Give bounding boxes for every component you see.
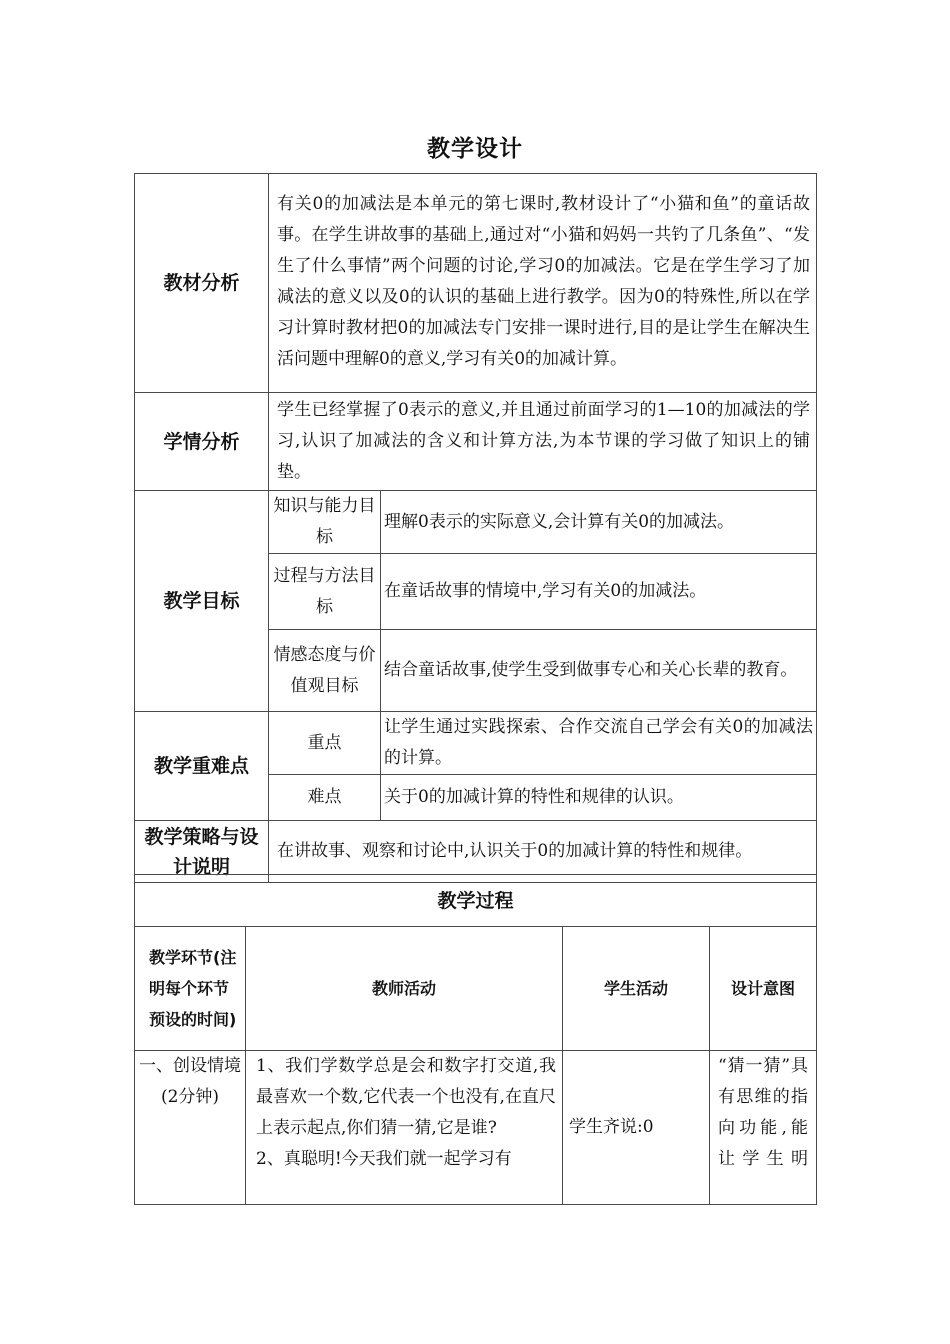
process-heading-row <box>135 875 817 927</box>
design-intent: “猜一猜”具有思维的指向功能,能让学生明 <box>710 1051 817 1205</box>
goal-text-2: 在童话故事的情境中,学习有关0的加减法。 <box>381 554 817 630</box>
student-activity: 学生齐说:0 <box>563 1051 710 1205</box>
teacher-activity-2: 2、真聪明!今天我们就一起学习有 <box>256 1149 512 1169</box>
stage-name: 一、创设情境 <box>139 1056 241 1076</box>
teaching-process-table <box>134 874 817 1205</box>
student-analysis-text: 学生已经掌握了0表示的意义,并且通过前面学习的1—10的加减法的学习,认识了加减法的含义和计算方法,为本节课的学习做了知识上的铺垫。 <box>269 393 817 491</box>
column-header-student: 学生活动 <box>563 927 710 1051</box>
goal-text-3: 结合童话故事,使学生受到做事专心和关心长辈的教育。 <box>381 630 817 712</box>
key-points-label: 教学重难点 <box>135 712 269 821</box>
strategy-text: 在讲故事、观察和讨论中,认识关于0的加减计算的特性和规律。 <box>269 821 817 883</box>
teacher-activity-cell <box>246 1051 563 1205</box>
page-title: 教学设计 <box>427 136 523 162</box>
key-point-text-1: 让学生通过实践探索、合作交流自己学会有关0的加减法的计算。 <box>381 712 817 775</box>
process-heading: 教学过程 <box>135 875 817 927</box>
material-analysis-row <box>135 174 817 393</box>
process-column-header-row <box>135 927 817 1051</box>
goals-label: 教学目标 <box>135 491 269 712</box>
material-analysis-label: 教材分析 <box>135 174 269 393</box>
goal-text-1: 理解0表示的实际意义,会计算有关0的加减法。 <box>381 491 817 554</box>
process-row-1 <box>135 1051 817 1205</box>
key-point-text-2: 关于0的加减计算的特性和规律的认识。 <box>381 775 817 821</box>
goal-row-1 <box>135 491 817 554</box>
goal-name-1: 知识与能力目标 <box>269 491 381 554</box>
stage-cell <box>135 1051 246 1205</box>
strategy-label: 教学策略与设计说明 <box>135 821 269 883</box>
key-point-name-1: 重点 <box>269 712 381 775</box>
lesson-info-table <box>134 173 817 883</box>
column-header-intent: 设计意图 <box>710 927 817 1051</box>
column-header-stage: 教学环节(注明每个环节预设的时间) <box>135 927 246 1051</box>
teacher-activity-1: 1、我们学数学总是会和数字打交道,我最喜欢一个数,它代表一个也没有,在直尺上表示起点,你们猜一猜,它是谁? <box>256 1056 556 1138</box>
material-analysis-text: 有关0的加减法是本单元的第七课时,教材设计了“小猫和鱼”的童话故事。在学生讲故事的基础上,通过对“小猫和妈妈一共钓了几条鱼”、“发生了什么事情”两个问题的讨论,学习0的加减法。它是在学生学习了加减法的意义以及0的认识的基础上进行教学。因为0的特殊性,所以在学习计算时教材把0的加减法专门安排一课时进行,目的是让学生在解决生活问题中理解0的意义,学习有关0的加减计算。 <box>269 174 817 393</box>
student-analysis-row <box>135 393 817 491</box>
key-point-name-2: 难点 <box>269 775 381 821</box>
goal-name-3: 情感态度与价值观目标 <box>269 630 381 712</box>
column-header-teacher: 教师活动 <box>246 927 563 1051</box>
stage-time: (2分钟) <box>160 1087 220 1107</box>
student-analysis-label: 学情分析 <box>135 393 269 491</box>
goal-name-2: 过程与方法目标 <box>269 554 381 630</box>
key-point-row-1 <box>135 712 817 775</box>
